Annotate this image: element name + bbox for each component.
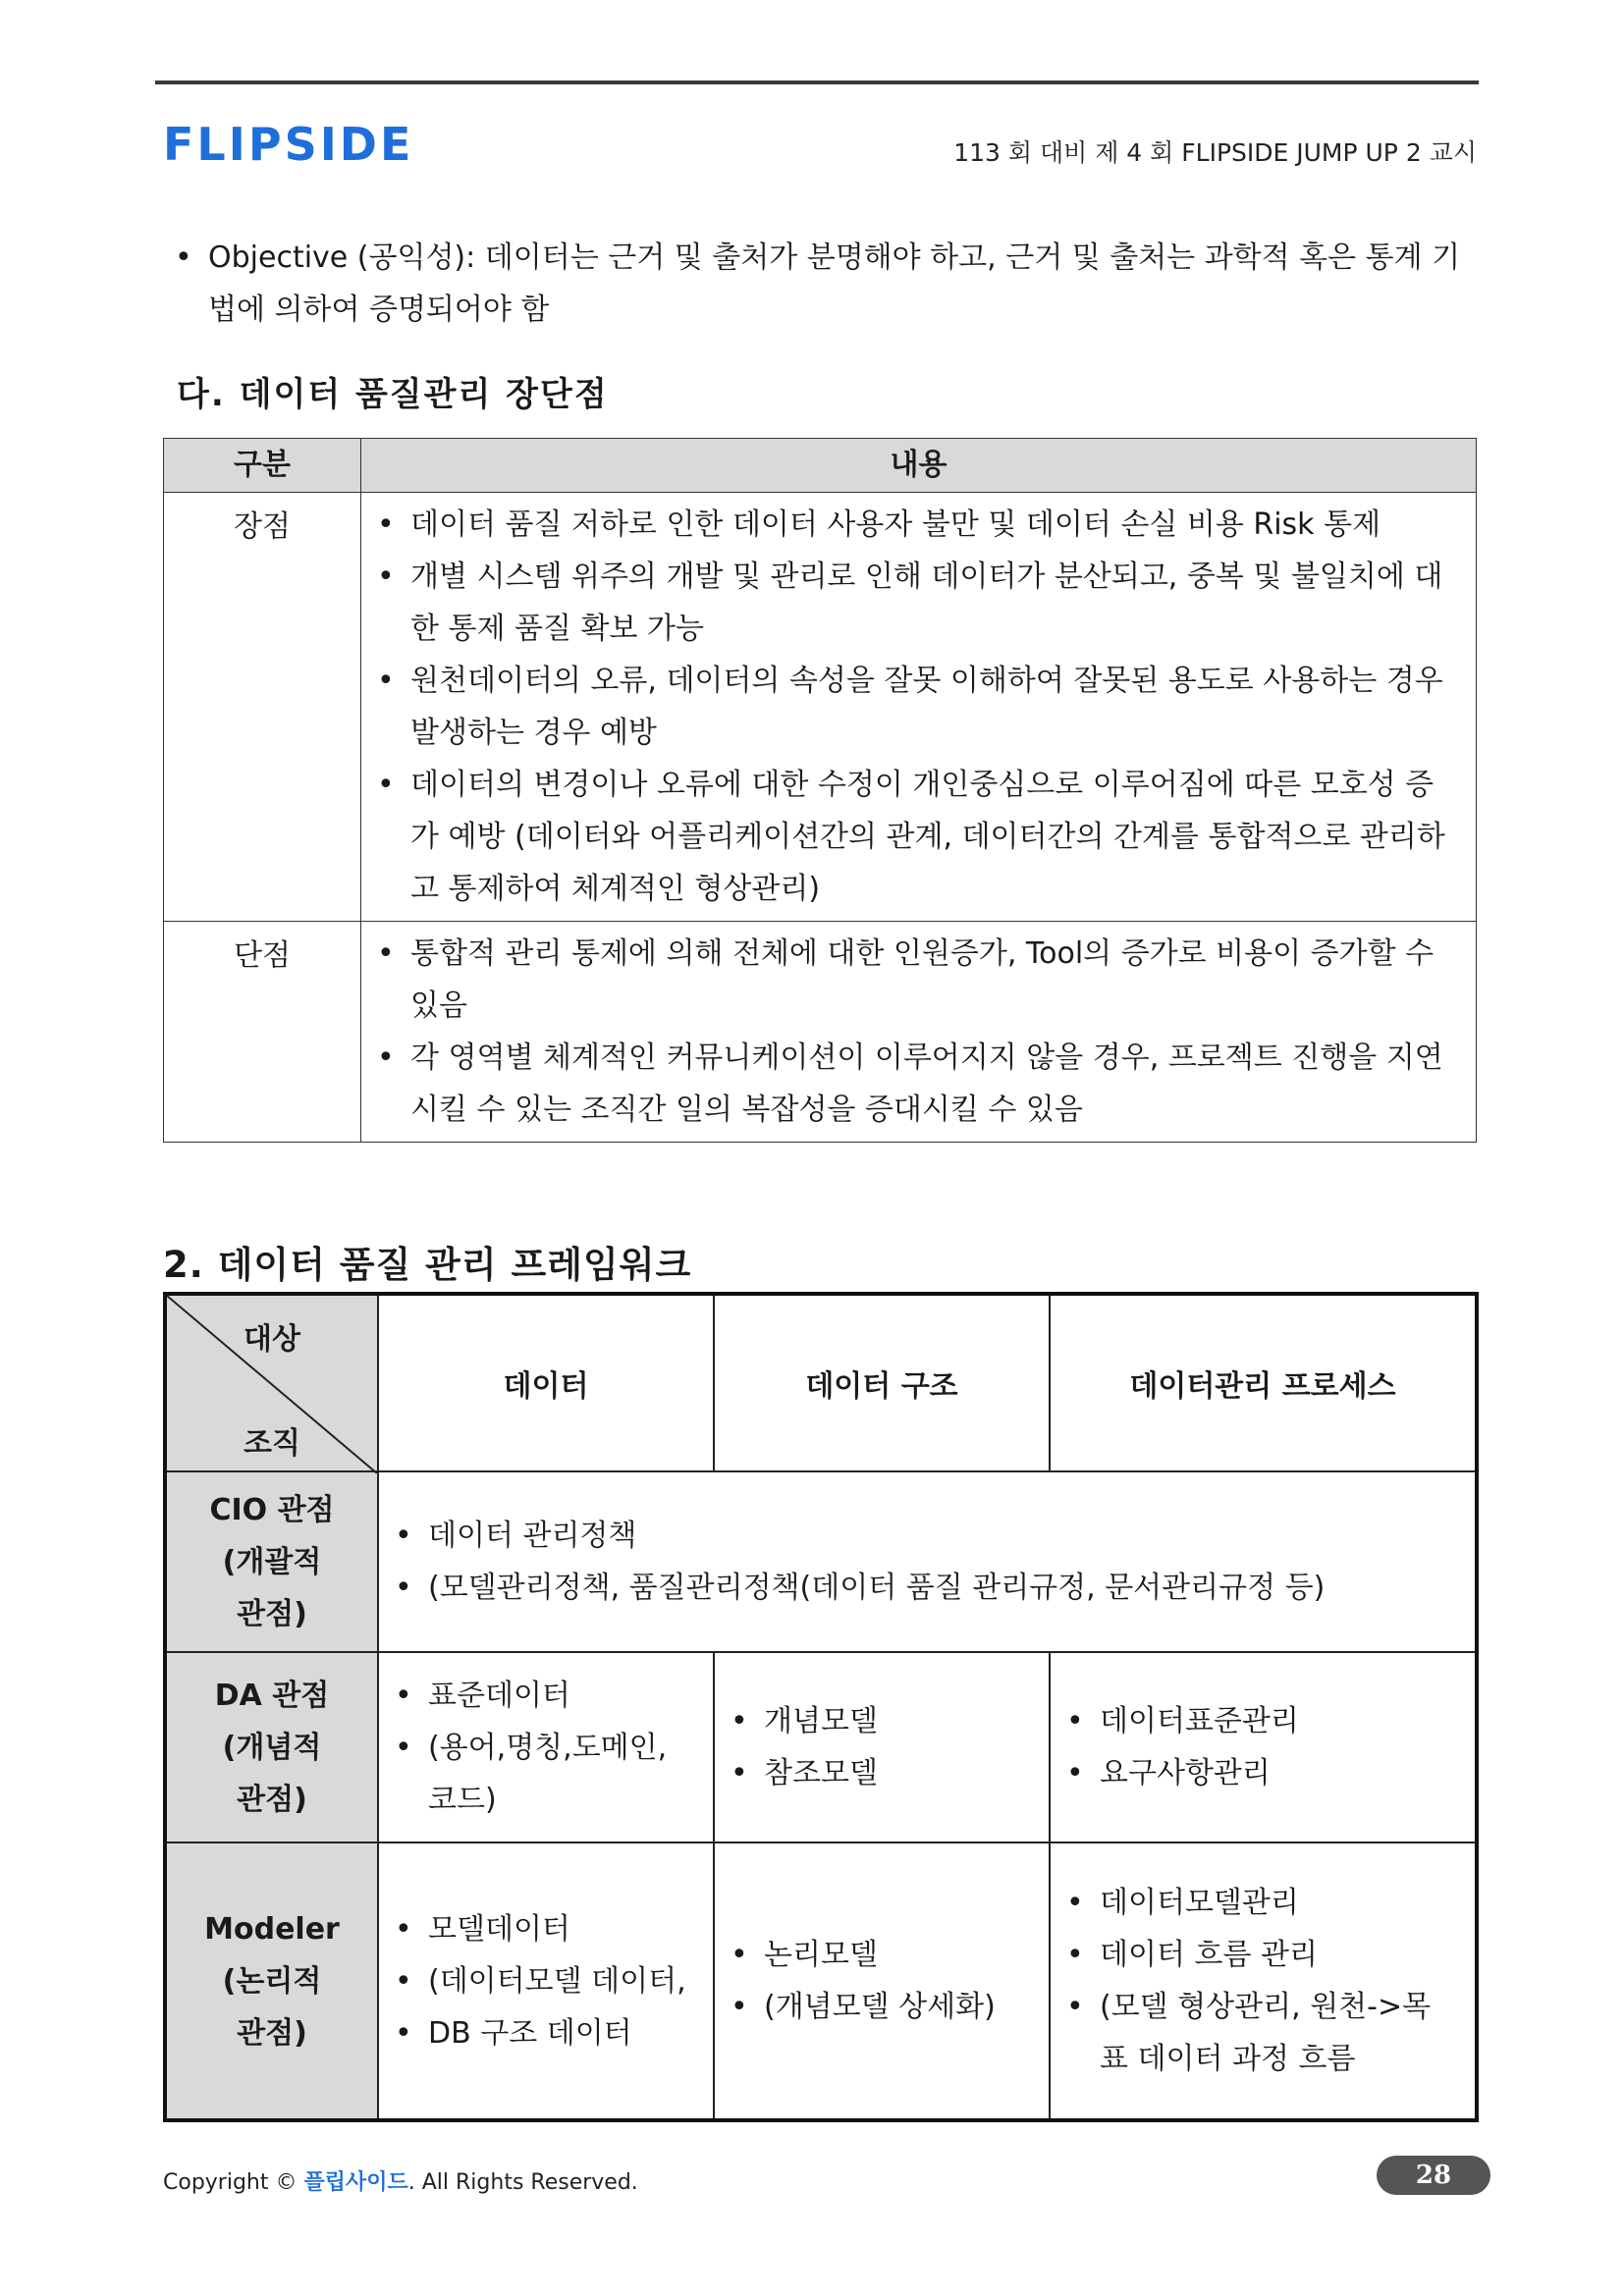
footer-brand: 플립사이드 — [303, 2170, 408, 2195]
modeler-process-cell — [1050, 1842, 1477, 2120]
corner-label-target: 대상 — [244, 1322, 300, 1357]
da-data-cell — [378, 1652, 714, 1842]
list-item: • 각 영역별 체계적인 커뮤니케이션이 이루어지지 않을 경우, 프로젝트 진행을 지연시킬 수 있는 조직간 일의 복잡성을 증대시킬 수 있음 — [375, 1032, 1456, 1136]
modeler-structure-cell — [714, 1842, 1050, 2120]
page-number: 28 — [1377, 2156, 1490, 2195]
row-label-line: (개괄적 — [222, 1544, 322, 1579]
list-item: • 데이터의 변경이나 오류에 대한 수정이 개인중심으로 이루어짐에 따른 모호성 증가 예방 (데이터와 어플리케이션간의 관계, 데이터간의 간계를 통합적으로 관리하고 통제하여 체계적인 형상관리) — [375, 759, 1456, 915]
intro-bullet — [175, 232, 1471, 336]
modeler-data-cell — [378, 1842, 714, 2120]
list-item: • 개별 시스템 위주의 개발 및 관리로 인해 데이터가 분산되고, 중복 및 불일치에 대한 통제 품질 확보 가능 — [375, 551, 1456, 655]
list-item: • (모델 형상관리, 원천->목표 데이터 과정 흐름 — [1064, 1981, 1459, 2085]
list-item: • 참조모델 — [729, 1747, 1033, 1799]
list-item: • 데이터 관리정책 — [393, 1510, 1459, 1562]
row-label-line: (개념적 — [222, 1730, 322, 1765]
section-heading-framework: 2. 데이터 품질 관리 프레임워크 — [163, 1244, 692, 1286]
row-label-line: Modeler — [204, 1911, 340, 1947]
row-label-pros: 장점 — [164, 493, 361, 922]
column-header-data: 데이터 — [378, 1294, 714, 1471]
intro-bullet-text: Objective (공익성): 데이터는 근거 및 출처가 분명해야 하고, 근거 및 출처는 과학적 혹은 통계 기법에 의하여 증명되어야 함 — [208, 240, 1461, 327]
copyright-prefix: Copyright © — [163, 2170, 298, 2195]
copyright-suffix: . All Rights Reserved. — [407, 2170, 638, 2195]
list-item: • (모델관리정책, 품질관리정책(데이터 품질 관리규정, 문서관리규정 등) — [393, 1562, 1459, 1614]
row-label-cons: 단점 — [164, 922, 361, 1143]
corner-label-organization: 조직 — [244, 1426, 300, 1461]
header-rule — [155, 80, 1479, 84]
table-row-da — [165, 1652, 1477, 1842]
row-label-line: (논리적 — [222, 1963, 322, 1999]
table-row-cio — [165, 1471, 1477, 1652]
row-label-line: CIO 관점 — [209, 1492, 335, 1527]
list-item: • DB 구조 데이터 — [393, 2007, 697, 2059]
table-row — [164, 922, 1477, 1143]
list-item: • 데이터 흐름 관리 — [1064, 1929, 1459, 1981]
table-row-modeler — [165, 1842, 1477, 2120]
header-title: 113 회 대비 제 4 회 FLIPSIDE JUMP UP 2 교시 — [953, 138, 1477, 167]
column-header-structure: 데이터 구조 — [714, 1294, 1050, 1471]
row-content-cons — [361, 922, 1477, 1143]
list-item: • (용어,명칭,도메인, 코드) — [393, 1722, 697, 1826]
framework-table — [163, 1292, 1479, 2122]
table-row — [164, 493, 1477, 922]
row-label-line: 관점) — [237, 1596, 307, 1631]
list-item: • 데이터모델관리 — [1064, 1877, 1459, 1929]
table-header-row — [165, 1294, 1477, 1471]
row-label-da — [165, 1652, 378, 1842]
list-item: • 표준데이터 — [393, 1670, 697, 1722]
list-item: • 모델데이터 — [393, 1903, 697, 1955]
row-label-line: 관점) — [237, 1782, 307, 1817]
row-label-line: DA 관점 — [214, 1678, 330, 1713]
row-label-line: 관점) — [237, 2015, 307, 2051]
list-item: • 데이터표준관리 — [1064, 1695, 1459, 1747]
list-item: • (데이터모델 데이터, — [393, 1955, 697, 2007]
column-header-content: 내용 — [361, 439, 1477, 493]
row-label-cio — [165, 1471, 378, 1652]
list-item: • 원천데이터의 오류, 데이터의 속성을 잘못 이해하여 잘못된 용도로 사용하는 경우 발생하는 경우 예방 — [375, 655, 1456, 759]
column-header-category: 구분 — [164, 439, 361, 493]
da-structure-cell — [714, 1652, 1050, 1842]
cio-content-cell — [378, 1471, 1477, 1652]
table-header-row — [164, 439, 1477, 493]
bullet-icon: • — [175, 240, 192, 275]
pros-cons-table — [163, 438, 1477, 1143]
footer-copyright — [163, 2165, 638, 2196]
list-item: • 요구사항관리 — [1064, 1747, 1459, 1799]
list-item: • 데이터 품질 저하로 인한 데이터 사용자 불만 및 데이터 손실 비용 Risk 통제 — [375, 499, 1456, 551]
column-header-process: 데이터관리 프로세스 — [1050, 1294, 1477, 1471]
section-heading-pros-cons: 다. 데이터 품질관리 장단점 — [177, 375, 609, 414]
list-item: • (개념모델 상세화) — [729, 1981, 1033, 2033]
list-item: • 논리모델 — [729, 1929, 1033, 1981]
flipside-logo: FLIPSIDE — [163, 118, 414, 171]
da-process-cell — [1050, 1652, 1477, 1842]
list-item: • 개념모델 — [729, 1695, 1033, 1747]
corner-header-cell — [165, 1294, 378, 1471]
row-label-modeler — [165, 1842, 378, 2120]
row-content-pros — [361, 493, 1477, 922]
list-item: • 통합적 관리 통제에 의해 전체에 대한 인원증가, Tool의 증가로 비용이 증가할 수 있음 — [375, 928, 1456, 1032]
